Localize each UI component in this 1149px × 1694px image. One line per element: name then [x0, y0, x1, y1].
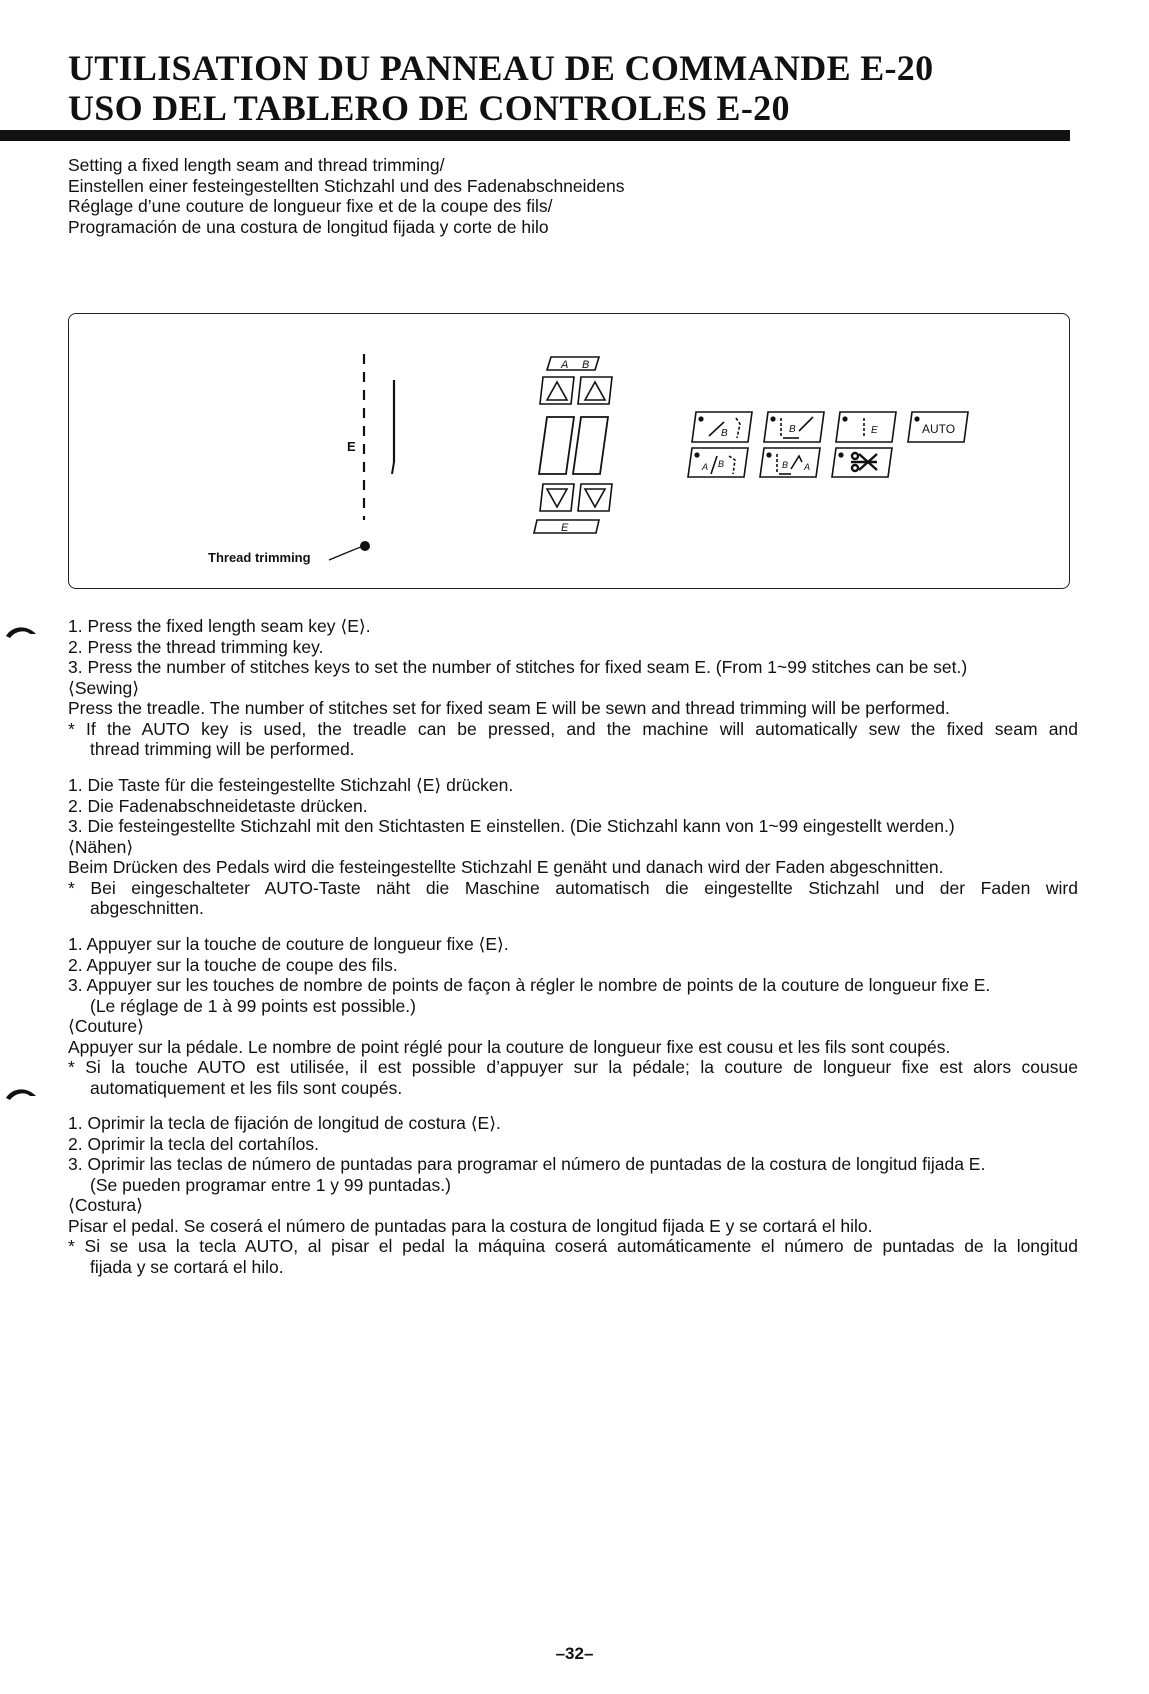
triangle-down-icon — [547, 489, 567, 507]
svg-text:B: B — [782, 460, 789, 470]
instruction-line: * Bei eingeschalteter AUTO-Taste näht die Maschine automatisch die eingestellte Stichzahl und der Faden wird — [68, 877, 1078, 898]
svg-text:A: A — [804, 462, 811, 472]
thread-trimming-key[interactable] — [832, 448, 892, 477]
title-line-spanish: USO DEL TABLERO DE CONTROLES E-20 — [68, 88, 790, 128]
instruction-line: * If the AUTO key is used, the treadle can be pressed, and the machine will automatically sew the fixed seam and — [68, 718, 1078, 739]
start-double-backtack-key[interactable] — [688, 448, 748, 477]
instruction-line: * Si se usa la tecla AUTO, al pisar el pedal la máquina coserá automáticamente el número de puntadas de la longitud — [68, 1236, 1078, 1256]
section-spanish — [68, 1113, 1078, 1277]
instruction-line: fijada y se cortará el hilo. — [90, 1256, 284, 1277]
section-french — [68, 934, 1078, 1098]
instruction-line: ⟨Nähen⟩ — [68, 836, 134, 857]
instruction-line: 3. Oprimir las teclas de número de puntadas para programar el número de puntadas de la costura de longitud fijada E. — [68, 1154, 986, 1174]
title-line-french: UTILISATION DU PANNEAU DE COMMANDE E-20 — [68, 48, 934, 88]
instruction-line: 1. Press the fixed length seam key ⟨E⟩. — [68, 616, 371, 636]
svg-text:E: E — [871, 425, 878, 436]
increase-tens-key[interactable] — [540, 377, 574, 404]
instruction-line: 2. Oprimir la tecla del cortahílos. — [68, 1133, 319, 1154]
instruction-line: ⟨Sewing⟩ — [68, 677, 140, 698]
auto-key-label: AUTO — [922, 422, 956, 436]
fixed-length-seam-key[interactable] — [836, 412, 896, 442]
ab-label-a: A — [561, 359, 569, 371]
decrease-units-key[interactable] — [578, 484, 612, 511]
seam-line-end — [392, 462, 394, 474]
ab-label-b: B — [582, 359, 590, 371]
subtitle-line: Réglage d’une couture de longueur fixe et de la coupe des fils/ — [68, 196, 553, 216]
section-german — [68, 775, 1078, 919]
control-panel-illustration — [69, 314, 1071, 590]
subtitle-line: Programación de una costura de longitud fijada y corte de hilo — [68, 216, 549, 237]
display-digit-units — [573, 417, 608, 474]
instruction-line: 3. Die festeingestellte Stichzahl mit den Stichtasten E einstellen. (Die Stichzahl kann von 1~99 eingestellt werden.) — [68, 816, 955, 836]
section-english — [68, 616, 1078, 760]
subtitle — [68, 155, 624, 237]
thread-trimming-label: Thread trimming — [208, 550, 311, 565]
end-backtack-key[interactable] — [764, 412, 824, 442]
page-number: –32– — [555, 1644, 594, 1663]
instruction-line: 3. Press the number of stitches keys to set the number of stitches for fixed seam E. (From 1~99 stitches can be set.) — [68, 657, 968, 677]
start-backtack-key[interactable] — [692, 412, 752, 442]
e-label: E — [347, 439, 356, 454]
auto-key[interactable] — [908, 412, 968, 442]
instruction-line: Appuyer sur la pédale. Le nombre de point réglé pour la couture de longueur fixe est cousu et les fils sont coupés. — [68, 1036, 951, 1057]
stitch-count-group — [534, 357, 612, 534]
instruction-line: Beim Drücken des Pedals wird die festeingestellte Stichzahl E genäht und danach wird der Faden abgeschnitten. — [68, 857, 944, 877]
subtitle-line: Einstellen einer festeingestellten Stichzahl und des Fadenabschneidens — [68, 175, 625, 196]
decrease-tens-key[interactable] — [540, 484, 574, 511]
scissors-icon — [851, 453, 877, 471]
ab-label-box — [547, 357, 599, 370]
instruction-line: 1. Appuyer sur la touche de couture de longueur fixe ⟨E⟩. — [68, 934, 509, 954]
instruction-line: (Le réglage de 1 à 99 points est possible.) — [90, 995, 416, 1016]
instruction-line: 1. Oprimir la tecla de fijación de longitud de costura ⟨E⟩. — [68, 1113, 501, 1133]
svg-text:B: B — [721, 428, 728, 439]
svg-text:A: A — [702, 462, 709, 472]
seam-icon — [799, 417, 813, 431]
title-rule — [0, 130, 1070, 141]
triangle-up-icon — [585, 382, 605, 400]
subtitle-line: Setting a fixed length seam and thread trimming/ — [68, 155, 445, 175]
svg-text:B: B — [718, 459, 725, 469]
increase-units-key[interactable] — [578, 377, 612, 404]
instruction-line: 2. Appuyer sur la touche de coupe des fils. — [68, 954, 398, 975]
control-panel-diagram — [68, 313, 1070, 589]
instruction-line: Press the treadle. The number of stitches set for fixed seam E will be sewn and thread trimming will be performed. — [68, 698, 950, 718]
instruction-line: thread trimming will be performed. — [90, 739, 355, 759]
seam-icon — [711, 456, 717, 474]
e-label-box-text: E — [561, 522, 569, 534]
instruction-line: abgeschnitten. — [90, 898, 204, 918]
instruction-line: * Si la touche AUTO est utilisée, il est possible d’appuyer sur la pédale; la couture de longueur fixe est alors cousue — [68, 1057, 1078, 1077]
section-arrow-icon — [4, 622, 38, 640]
instruction-line: automatiquement et les fils sont coupés. — [90, 1077, 403, 1098]
instruction-line: 2. Press the thread trimming key. — [68, 636, 324, 657]
instruction-line: (Se pueden programar entre 1 y 99 puntadas.) — [90, 1174, 451, 1195]
section-arrow-icon — [4, 1084, 38, 1102]
instruction-line: ⟨Couture⟩ — [68, 1016, 144, 1036]
instruction-line: 1. Die Taste für die festeingestellte Stichzahl ⟨E⟩ drücken. — [68, 775, 514, 795]
page-title — [68, 48, 933, 128]
instruction-line: 2. Die Fadenabschneidetaste drücken. — [68, 795, 368, 816]
thread-trimming-point — [360, 541, 370, 551]
triangle-down-icon — [585, 489, 605, 507]
end-double-backtack-key[interactable] — [760, 448, 820, 477]
instruction-line: Pisar el pedal. Se coserá el número de puntadas para la costura de longitud fijada E y se cortará el hilo. — [68, 1215, 873, 1236]
svg-text:B: B — [789, 424, 796, 435]
instruction-line: 3. Appuyer sur les touches de nombre de points de façon à régler le nombre de points de la couture de longueur fixe E. — [68, 975, 991, 995]
instruction-line: ⟨Costura⟩ — [68, 1195, 143, 1215]
display-digit-tens — [539, 417, 574, 474]
triangle-up-icon — [547, 382, 567, 400]
thread-trimming-leader — [329, 546, 364, 560]
